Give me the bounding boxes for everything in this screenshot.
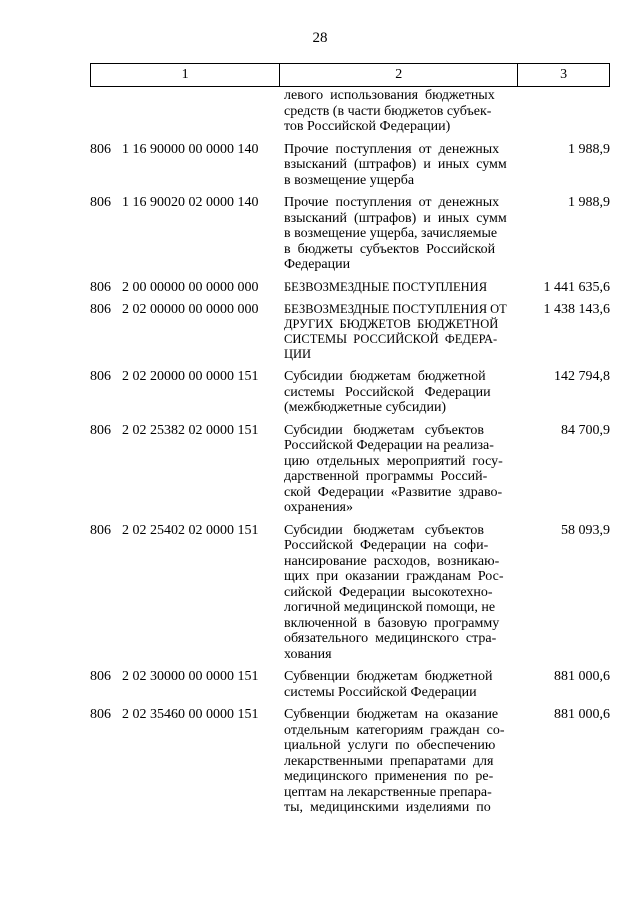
admin-code: 806 [90,279,111,295]
income-description [280,88,514,135]
budget-code: 2 00 00000 00 0000 000 [122,279,259,295]
description-line: ской Федерации «Развитие здраво- [284,484,503,500]
budget-code: 2 02 00000 00 0000 000 [122,302,259,317]
income-description [280,142,514,189]
description-line: (межбюджетные субсидии) [284,400,447,415]
description-line: БЕЗВОЗМЕЗДНЫЕ ПОСТУПЛЕНИЯ ОТ [284,302,507,316]
table-header [90,63,610,87]
description-line: Субвенции бюджетам на оказание [284,707,499,722]
budget-code: 1 16 90020 02 0000 140 [122,195,259,210]
description-line: левого использования бюджетных [284,88,495,103]
admin-code: 806 [90,141,111,157]
description-line: Субвенции бюджетам бюджетной [284,669,493,684]
description-line: цептам на лекарственные препара- [284,784,492,800]
description-line: включенной в базовую программу [284,615,500,631]
table-row [90,423,630,516]
description-line: системы Российской Федерации [284,684,477,700]
description-line: циальной услуги по обеспечению [284,738,496,753]
income-description [280,302,514,362]
description-line: Субсидии бюджетам субъектов [284,522,485,538]
table-row [90,523,630,663]
description-line: хования [284,646,332,662]
table-body [90,88,630,823]
description-line: медицинского применения по ре- [284,769,494,784]
description-line: Федерации [284,257,351,272]
income-description [280,523,514,663]
description-line: тов Российской Федерации) [284,119,451,134]
description-line: Субсидии бюджетам бюджетной [284,369,486,384]
description-line: сийской Федерации высокотехно- [284,584,493,600]
description-line: взысканий (штрафов) и иных сумм [284,157,507,172]
table-row [90,369,630,416]
description-line: СИСТЕМЫ РОССИЙСКОЙ ФЕДЕРА- [284,332,498,346]
budget-code: 2 02 20000 00 0000 151 [122,369,259,384]
table-row [90,707,630,816]
amount: 142 794,8 [554,369,610,384]
description-line: в бюджеты субъектов Российской [284,241,496,257]
income-description [280,369,514,416]
admin-code: 806 [90,369,111,384]
description-line: Субсидии бюджетам субъектов [284,422,485,438]
amount: 1 988,9 [568,141,610,157]
description-line: охранения» [284,500,353,515]
description-line: Прочие поступления от денежных [284,141,500,157]
income-description [280,669,514,700]
description-line: взысканий (штрафов) и иных сумм [284,210,507,226]
description-line: ЦИИ [284,347,312,361]
description-line: ты, медицинскими изделиями по [284,800,491,815]
table-row [90,280,630,296]
description-line: БЕЗВОЗМЕЗДНЫЕ ПОСТУПЛЕНИЯ [284,279,488,294]
amount: 881 000,6 [554,707,610,722]
amount: 1 988,9 [568,195,610,210]
admin-code: 806 [90,422,111,438]
description-line: в возмещение ущерба, зачисляемые [284,226,498,241]
table-row [90,302,630,362]
admin-code: 806 [90,669,111,684]
header-col-2: 2 [280,64,518,86]
budget-code: 2 02 25402 02 0000 151 [122,522,259,538]
amount: 58 093,9 [561,522,610,538]
description-line: обязательного медицинского стра- [284,631,497,646]
amount: 881 000,6 [554,669,610,684]
budget-code: 2 02 35460 00 0000 151 [122,707,259,722]
description-line: лекарственными препаратами для [284,753,494,769]
description-line: дарственной программы Россий- [284,469,488,484]
income-description [280,707,514,816]
description-line: в возмещение ущерба [284,172,415,188]
budget-code: 2 02 30000 00 0000 151 [122,669,259,684]
admin-code: 806 [90,195,111,210]
description-line: системы Российской Федерации [284,384,491,400]
header-col-3: 3 [560,67,568,82]
admin-code: 806 [90,707,111,722]
budget-code: 2 02 25382 02 0000 151 [122,422,259,438]
income-description [280,280,514,295]
description-line: ДРУГИХ БЮДЖЕТОВ БЮДЖЕТНОЙ [284,317,499,331]
description-line: Прочие поступления от денежных [284,195,500,210]
table-row [90,88,630,135]
description-line: логичной медицинской помощи, не [284,600,496,615]
amount: 1 438 143,6 [543,302,610,317]
description-line: цию отдельных мероприятий госу- [284,453,503,469]
income-description [280,195,514,273]
description-line: средств (в части бюджетов субъек- [284,103,492,119]
admin-code: 806 [90,302,111,317]
description-line: отдельным категориям граждан со- [284,722,505,738]
income-description [280,423,514,516]
amount: 1 441 635,6 [543,279,610,295]
table-row [90,195,630,273]
description-line: нансирование расходов, возникаю- [284,553,500,569]
page-number: 28 [312,30,328,46]
admin-code: 806 [90,522,111,538]
table-row [90,142,630,189]
description-line: щих при оказании гражданам Рос- [284,569,504,584]
header-col-1: 1 [91,64,280,86]
table-row [90,669,630,700]
description-line: Российской Федерации на софи- [284,538,489,553]
budget-code: 1 16 90000 00 0000 140 [122,141,259,157]
description-line: Российской Федерации на реализа- [284,438,494,453]
amount: 84 700,9 [561,422,610,438]
